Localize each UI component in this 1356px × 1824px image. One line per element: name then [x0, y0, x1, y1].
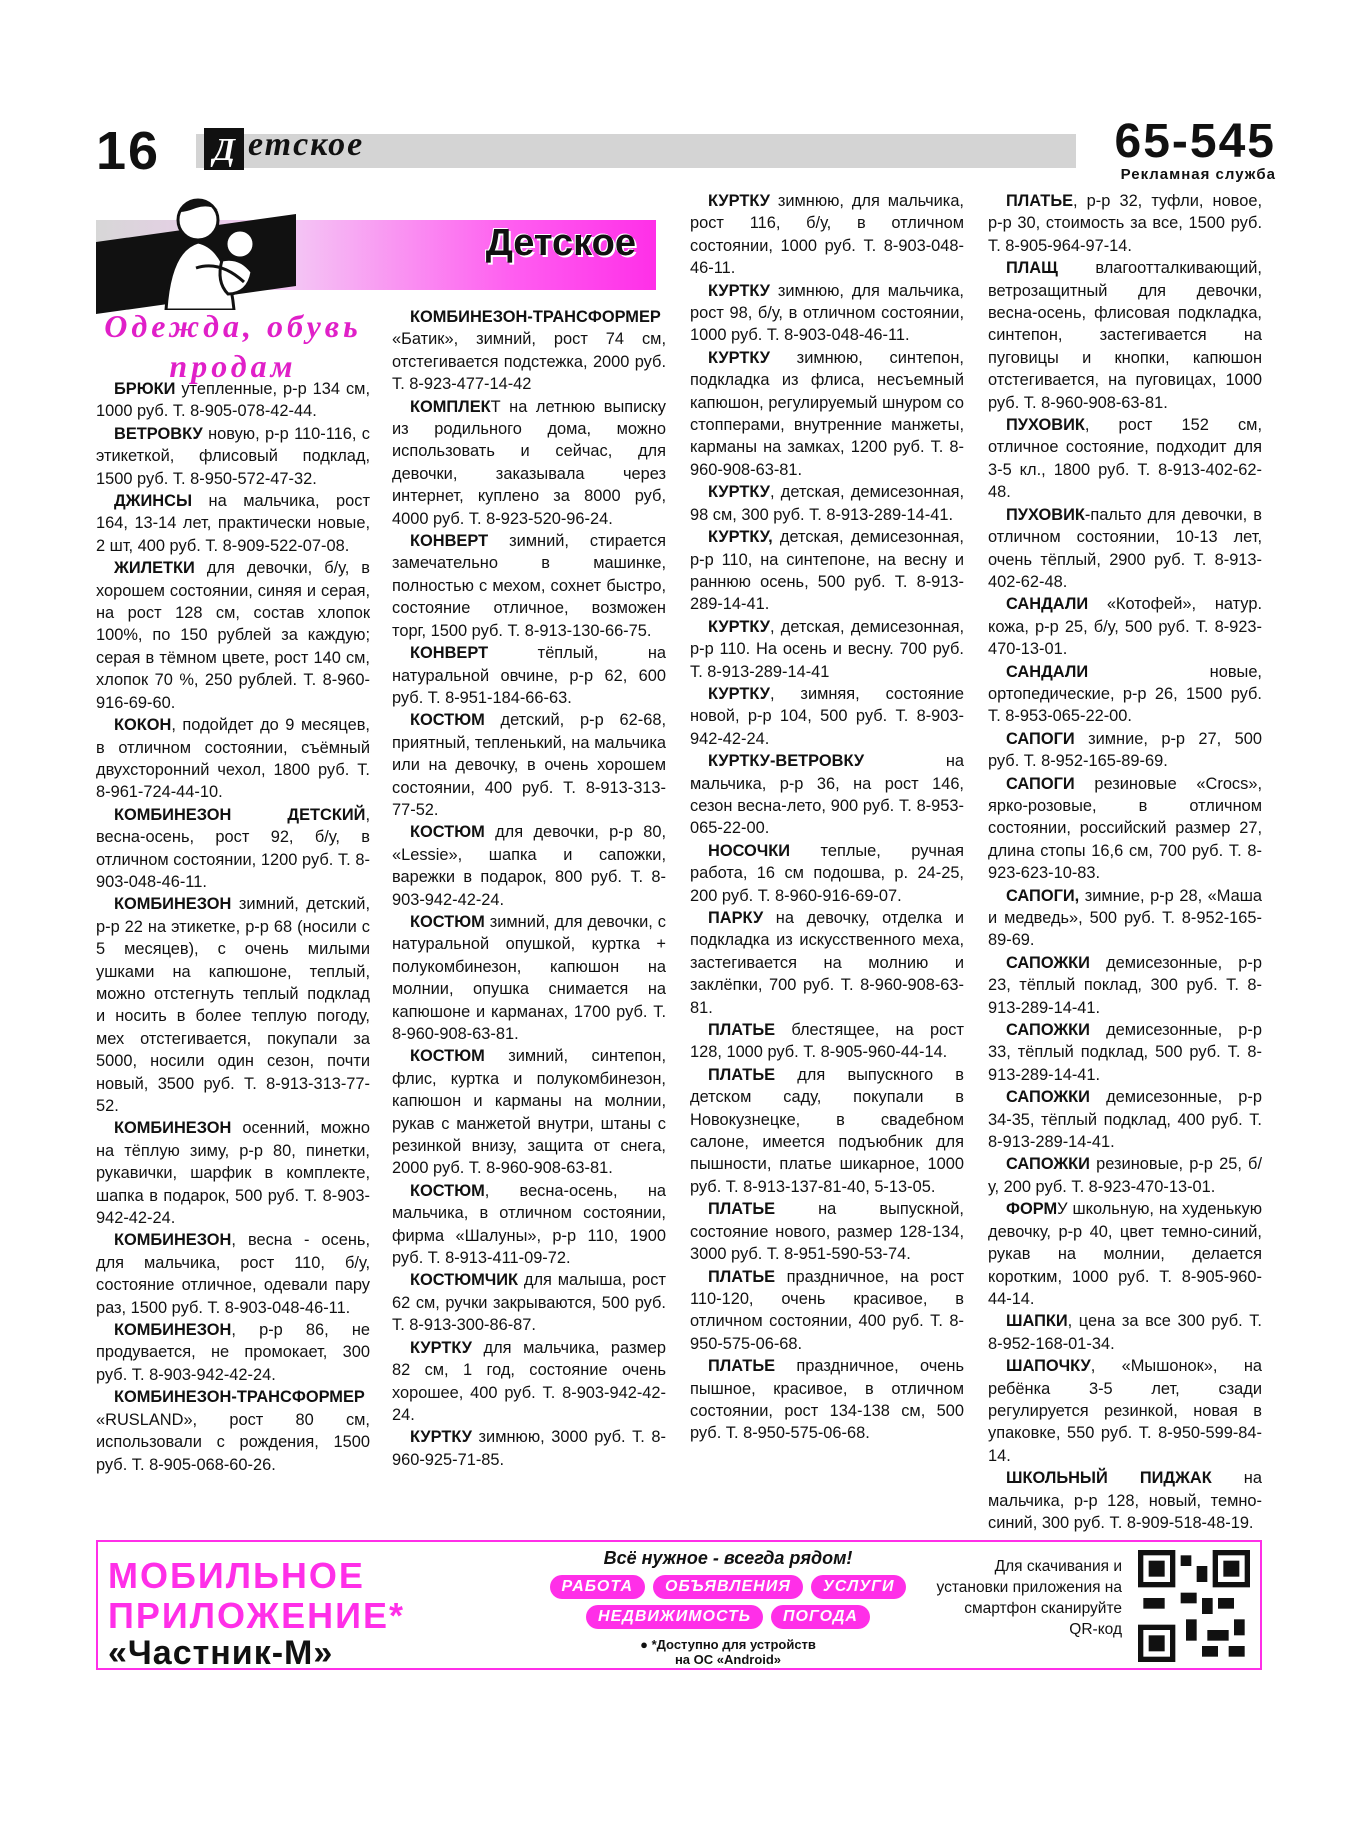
- ad-keyword: КУРТКУ: [410, 1338, 472, 1357]
- classified-ad: [96, 1229, 370, 1319]
- classified-ad: [690, 750, 964, 840]
- pill-work: РАБОТА: [550, 1575, 646, 1599]
- ad-text: , весна-осень, на мальчика, в отличном состоянии, фирма «Шалуны», р-р 110, 1900 руб. Т. 8-913-411-09-72.: [392, 1181, 666, 1268]
- ad-text: , детская, демисезонная, р-р 110. На осень и весну. 700 руб. Т. 8-913-289-14-41: [690, 617, 964, 681]
- classified-ad: [690, 190, 964, 280]
- classified-ad: [392, 306, 666, 396]
- banner-title: [108, 1556, 405, 1636]
- classified-ad: [392, 1426, 666, 1471]
- classified-ad: [988, 593, 1262, 660]
- classified-ad: [988, 414, 1262, 504]
- ad-text: «RUSLAND», рост 80 см, использовали с рождения, 1500 руб. Т. 8-905-068-60-26.: [96, 1410, 370, 1474]
- ad-keyword: ПЛАТЬЕ: [708, 1267, 776, 1286]
- ad-keyword: ПЛАТЬЕ: [708, 1065, 776, 1084]
- ad-text: зимнюю, синтепон, подкладка из флиса, несъемный капюшон, регулируемый шнуром со стопперами, внутренние манжеты, карманы на замках, 1200 руб. Т. 8-960-908-63-81.: [690, 348, 964, 479]
- ad-keyword: КОМБИНЕЗОН: [114, 1119, 232, 1138]
- ad-keyword: КОМПЛЕК: [410, 397, 491, 416]
- ad-text: , р-р 86, не продувается, не промокает, 300 руб. Т. 8-903-942-42-24.: [96, 1321, 370, 1384]
- android-note-line2: на ОС «Android»: [674, 1652, 782, 1667]
- classified-ad: [690, 683, 964, 750]
- ad-keyword: САНДАЛИ: [1006, 662, 1089, 681]
- classified-ad: [690, 481, 964, 526]
- android-icon: ●: [640, 1637, 648, 1652]
- ad-text: новую, р-р 110-116, с этикеткой, флисовый подклад, 1500 руб. Т. 8-950-572-47-32.: [96, 424, 370, 488]
- ad-text: для девочки, б/у, в хорошем состоянии, синяя и серая, на рост 128 см, состав хлопок 100%, по 150 рублей за каждую; серая в тёмном цвете, рост 140 см, хлопок 70 %, 250 рублей. Т. 8-960-916-69-60.: [96, 559, 370, 712]
- ad-text: резиновые «Crocs», ярко-розовые, в отличном состоянии, российский размер 27, длина стопы 16,6 см, 700 руб. Т. 8-923-623-10-83.: [988, 774, 1262, 883]
- ad-text: У школьную, на худенькую девочку, р-р 40, цвет темно-синий, рукав на молнии, делается коротким, 1000 руб. Т. 8-905-960-44-14.: [988, 1200, 1262, 1308]
- classified-ad: [988, 661, 1262, 728]
- classified-ad: [988, 1355, 1262, 1467]
- ad-text: зимние, р-р 28, «Маша и медведь», 500 руб. Т. 8-952-165-89-69.: [988, 886, 1262, 950]
- ad-text: зимний, стирается замечательно в машинке, полностью с мехом, сохнет быстро, состояние отличное, возможен торг, 1500 руб. Т. 8-913-130-66-75.: [392, 532, 666, 640]
- ad-keyword: КУРТКУ: [708, 684, 770, 703]
- ad-keyword: НОСОЧКИ: [708, 841, 791, 860]
- ad-text: , подойдет до 9 месяцев, в отличном состоянии, съёмный двухсторонний чехол, 1800 руб. Т. 8-961-724-44-10.: [96, 716, 370, 802]
- ad-text: , весна - осень, для мальчика, рост 110, б/у, состояние отличное, одевали пару раз, 1500 руб. Т. 8-903-048-46-11.: [96, 1231, 370, 1317]
- ad-text: Т на летнюю выписку из родильного дома, можно использовать и сейчас, для девочки, заказывала через интернет, куплено за 8000 руб, 4000 руб. Т. 8-923-520-96-24.: [392, 397, 666, 528]
- ad-keyword: САПОЖКИ: [1006, 1021, 1090, 1040]
- classified-ad: [96, 714, 370, 804]
- pill-realty: НЕДВИЖИМОСТЬ: [586, 1605, 763, 1629]
- ad-text: детский, р-р 62-68, приятный, тепленький, на мальчика или на девочку, в очень хорошем состоянии, 400 руб. Т. 8-913-313-77-52.: [392, 711, 666, 819]
- classified-ad: [988, 1153, 1262, 1198]
- ad-keyword: КУРТКУ: [708, 281, 770, 300]
- ad-text: , р-р 32, туфли, новое, р-р 30, стоимость за все, 1500 руб. Т. 8-905-964-97-14.: [988, 192, 1262, 255]
- ad-text: , весна-осень, рост 92, б/у, в отличном состоянии, 1200 руб. Т. 8-903-048-46-11.: [96, 805, 370, 891]
- ad-text: тёплый, на натуральной овчине, р-р 62, 600 руб. Т. 8-951-184-66-63.: [392, 644, 666, 707]
- page-number: 16: [96, 121, 161, 181]
- classified-ad: [690, 347, 964, 481]
- ad-text: , рост 152 см, отличное состояние, подходит для 3-5 кл., 1800 руб. Т. 8-913-402-62-48.: [988, 416, 1262, 502]
- phone-block: [1114, 115, 1276, 183]
- classified-ad: [988, 885, 1262, 952]
- ad-keyword: КОМБИНЕЗОН-ТРАНСФОРМЕР: [410, 308, 661, 326]
- ad-text: блестящее, на рост 128, 1000 руб. Т. 8-905-960-44-14.: [690, 1021, 964, 1062]
- classified-ad: [988, 1198, 1262, 1310]
- classified-ad: [392, 1180, 666, 1270]
- classified-ad: [690, 1064, 964, 1198]
- ad-keyword: ПУХОВИК: [1006, 416, 1085, 435]
- ad-keyword: ВЕТРОВКУ: [114, 424, 203, 443]
- column-2: [392, 306, 666, 1471]
- classified-ad: [988, 1310, 1262, 1355]
- app-banner: [96, 1540, 1262, 1670]
- ad-text: зимнюю, для мальчика, рост 98, б/у, в отличном состоянии, 1000 руб. Т. 8-903-048-46-11.: [690, 281, 964, 345]
- hero-title: Детское: [485, 222, 636, 264]
- ad-keyword: ПЛАТЬЕ: [708, 1021, 776, 1040]
- ad-keyword: КОМБИНЕЗОН: [114, 1321, 232, 1340]
- pill-ads: ОБЪЯВЛЕНИЯ: [653, 1575, 803, 1599]
- ad-text: на девочку, отделка и подкладка из искусственного меха, застегивается на молнию и заклёпки, 700 руб. Т. 8-960-908-63-81.: [690, 909, 964, 1017]
- ad-keyword: КОНВЕРТ: [410, 532, 489, 551]
- classified-ad: [690, 1266, 964, 1356]
- ad-keyword: КУРТКУ: [708, 348, 770, 367]
- ad-keyword: ШАПОЧКУ: [1006, 1357, 1091, 1376]
- classified-ad: [988, 504, 1262, 594]
- classified-ad: [988, 1467, 1262, 1534]
- ad-keyword: КОСТЮМ: [410, 912, 485, 931]
- ad-text: влагоотталкивающий, ветрозащитный для девочки, весна-осень, флисовая подкладка, синтепон, застегивается на пуговицы и кнопки, капюшон отстегивается, на пуговицах, 1000 руб. Т. 8-960-908-63-81.: [988, 259, 1262, 412]
- ad-text: теплые, ручная работа, 16 см подошва, р. 24-25, 200 руб. Т. 8-960-916-69-07.: [690, 841, 964, 905]
- classified-ad: [988, 257, 1262, 414]
- qr-caption: Для скачивания и установки приложения на смартфон сканируйте QR-код: [936, 1558, 1122, 1638]
- ad-keyword: КОСТЮМ: [410, 1047, 485, 1066]
- mother-child-icon: [136, 190, 286, 310]
- ad-keyword: КОСТЮМ: [410, 1181, 485, 1200]
- android-note-line1: *Доступно для устройств: [651, 1637, 816, 1652]
- banner-title-line2: ПРИЛОЖЕНИЕ*: [108, 1595, 405, 1636]
- section-initial: Д: [204, 128, 244, 170]
- pill-services: УСЛУГИ: [811, 1575, 907, 1599]
- classified-ad: [690, 280, 964, 347]
- android-note: [478, 1637, 978, 1667]
- ad-keyword: КОМБИНЕЗОН: [114, 895, 232, 914]
- ad-text: , детская, демисезонная, 98 см, 300 руб. Т. 8-913-289-14-41.: [690, 483, 964, 524]
- ad-text: зимние, р-р 27, 500 руб. Т. 8-952-165-89-69.: [988, 729, 1262, 771]
- ad-keyword: КОСТЮМ: [410, 711, 485, 730]
- ad-keyword: КОСТЮМ: [410, 823, 485, 842]
- classified-ad: [690, 1355, 964, 1445]
- ad-keyword: КОМБИНЕЗОН-ТРАНСФОРМЕР: [114, 1388, 365, 1407]
- pill-row-1: [478, 1575, 978, 1599]
- classified-ad: [392, 709, 666, 821]
- ad-text: новые, ортопедические, р-р 26, 1500 руб. Т. 8-953-065-22-00.: [988, 662, 1262, 726]
- ad-keyword: ПЛАЩ: [1006, 259, 1058, 278]
- classified-ad: [392, 1045, 666, 1179]
- classified-ad: [690, 526, 964, 616]
- ad-keyword: КУРТКУ-ВЕТРОВКУ: [708, 752, 865, 771]
- ad-text: детская, демисезонная, р-р 110, на синтепоне, на весну и раннюю осень, 500 руб. Т. 8-913-289-14-41.: [690, 528, 964, 614]
- pill-row-2: [478, 1605, 978, 1629]
- ad-keyword: БРЮКИ: [114, 380, 176, 398]
- classified-ad: [690, 616, 964, 683]
- ad-text: резиновые, р-р 25, б/у, 200 руб. Т. 8-923-470-13-01.: [988, 1155, 1262, 1196]
- ad-keyword: ПЛАТЬЕ: [1006, 192, 1074, 210]
- ad-text: , зимняя, состояние новой, р-р 104, 500 руб. Т. 8-903-942-42-24.: [690, 684, 964, 748]
- ad-text: для выпускного в детском саду, покупали в Новокузнецке, в свадебном салоне, имеется подъюбник для пышности, платье шикарное, 1000 руб. Т. 8-913-137-81-40, 5-13-05.: [690, 1065, 964, 1196]
- ad-text: демисезонные, р-р 34-35, тёплый подклад, 400 руб. Т. 8-913-289-14-41.: [988, 1088, 1262, 1152]
- ad-text: зимний, для девочки, с натуральной опушкой, куртка + полукомбинезон, капюшон на молнии, опушка снимается на капюшоне и карманах, 1700 руб. Т. 8-960-908-63-81.: [392, 912, 666, 1043]
- classified-ad: [392, 1269, 666, 1336]
- ad-keyword: КОМБИНЕЗОН: [114, 1231, 232, 1250]
- ad-text: на выпускной, состояние нового, размер 128-134, 3000 руб. Т. 8-951-590-53-74.: [690, 1200, 964, 1264]
- qr-code-icon[interactable]: [1138, 1550, 1250, 1662]
- ad-keyword: ДЖИНСЫ: [114, 492, 192, 511]
- ad-keyword: КОМБИНЕЗОН ДЕТСКИЙ: [114, 805, 366, 824]
- ad-keyword: КУРТКУ: [708, 617, 770, 636]
- ad-text: «Котофей», натур. кожа, р-р 25, б/у, 500 руб. Т. 8-923-470-13-01.: [988, 595, 1262, 659]
- classified-ad: [96, 557, 370, 714]
- ad-keyword: КОНВЕРТ: [410, 644, 489, 663]
- classified-ad: [392, 1337, 666, 1427]
- classified-ad: [392, 642, 666, 709]
- pill-weather: ПОГОДА: [771, 1605, 870, 1629]
- ad-keyword: ШКОЛЬНЫЙ ПИДЖАК: [1006, 1469, 1212, 1488]
- ad-text: зимнюю, для мальчика, рост 116, б/у, в отличном состоянии, 1000 руб. Т. 8-903-048-46-11.: [690, 192, 964, 278]
- ad-keyword: КУРТКУ: [708, 192, 770, 210]
- classified-ad: [392, 821, 666, 911]
- ad-text: осенний, можно на тёплую зиму, р-р 80, пинетки, рукавички, шарфик в комплекте, шапка в подарок, 500 руб. Т. 8-903-942-42-24.: [96, 1119, 370, 1228]
- classified-ad: [988, 1019, 1262, 1086]
- ad-keyword: ШАПКИ: [1006, 1312, 1068, 1331]
- section-title: етское: [248, 126, 365, 163]
- classified-ad: [690, 907, 964, 1019]
- classified-ad: [988, 1086, 1262, 1153]
- ad-keyword: ПУХОВИК: [1006, 505, 1085, 524]
- ad-text: праздничное, на рост 110-120, очень красивое, в отличном состоянии, 400 руб. Т. 8-950-575-06-68.: [690, 1267, 964, 1353]
- ad-text: демисезонные, р-р 23, тёплый поклад, 300 руб. Т. 8-913-289-14-41.: [988, 953, 1262, 1017]
- ad-text: праздничное, очень пышное, красивое, в отличном состоянии, рост 134-138 см, 500 руб. Т. 8-950-575-06-68.: [690, 1357, 964, 1443]
- ad-text: зимний, синтепон, флис, куртка и полукомбинезон, капюшон и карманы на молнии, рукав с манжетой внутри, штаны с резинкой внизу, защита от снега, 2000 руб. Т. 8-960-908-63-81.: [392, 1047, 666, 1178]
- classified-ad: [96, 378, 370, 423]
- ad-keyword: САПОЖКИ: [1006, 953, 1090, 972]
- ad-text: зимний, детский, р-р 22 на этикетке, р-р 68 (носили с 5 месяцев), с очень милыми ушками на капюшоне, теплый, можно отстегнуть теплый подклад и носить в более теплую погоду, мех отстегивается, покупали за 5000, носили один сезон, почти новый, 3500 руб. Т. 8-913-313-77-52.: [96, 895, 370, 1115]
- ad-keyword: САНДАЛИ: [1006, 595, 1089, 614]
- category-heading: Одежда, обувь продам: [104, 308, 362, 384]
- classified-ad: [988, 728, 1262, 773]
- column-3: [690, 190, 964, 1445]
- ad-text: «Батик», зимний, рост 74 см, отстегивается подстежка, 2000 руб. Т. 8-923-477-14-42: [392, 330, 666, 394]
- classified-ad: [988, 190, 1262, 257]
- phone-number: 65-545: [1114, 115, 1276, 168]
- ad-keyword: ФОРМ: [1006, 1200, 1058, 1219]
- classified-ad: [392, 911, 666, 1045]
- ad-keyword: КОКОН: [114, 716, 172, 735]
- banner-title-line1: МОБИЛЬНОЕ: [108, 1555, 365, 1596]
- classified-ad: [96, 804, 370, 894]
- ad-text: на мальчика, р-р 128, новый, темно-синий, 300 руб. Т. 8-909-518-48-19.: [988, 1469, 1262, 1532]
- ad-keyword: ПЛАТЬЕ: [708, 1200, 776, 1219]
- ad-keyword: ПЛАТЬЕ: [708, 1357, 776, 1376]
- ad-text: зимнюю, 3000 руб. Т. 8-960-925-71-85.: [392, 1428, 666, 1469]
- banner-middle: [478, 1548, 978, 1667]
- ad-keyword: КУРТКУ,: [708, 528, 773, 547]
- ad-text: , цена за все 300 руб. Т. 8-952-168-01-34.: [988, 1312, 1262, 1353]
- ad-text: утепленные, р-р 134 см, 1000 руб. Т. 8-905-078-42-44.: [96, 380, 370, 421]
- ad-text: для малыша, рост 62 см, ручки закрываются, 500 руб. Т. 8-913-300-86-87.: [392, 1271, 666, 1335]
- classified-ad: [392, 530, 666, 642]
- column-1: [96, 378, 370, 1476]
- ad-text: -пальто для девочки, в отличном состоянии, 10-13 лет, очень тёплый, 2900 руб. Т. 8-913-402-62-48.: [988, 505, 1262, 591]
- ad-keyword: САПОГИ: [1006, 774, 1075, 793]
- ad-keyword: КУРТКУ: [708, 483, 770, 502]
- ad-text: , «Мышонок», на ребёнка 3-5 лет, сзади регулируется резинкой, новая в упаковке, 550 руб. Т. 8-950-599-84-14.: [988, 1357, 1262, 1465]
- banner-slogan: Всё нужное - всегда рядом!: [603, 1548, 853, 1568]
- ad-keyword: ЖИЛЕТКИ: [114, 559, 195, 578]
- ad-keyword: САПОГИ: [1006, 729, 1075, 748]
- classified-ad: [690, 1019, 964, 1064]
- classified-ad: [392, 396, 666, 530]
- classified-ad: [988, 773, 1262, 885]
- ad-text: для девочки, р-р 80, «Lessie», шапка и сапожки, варежки в подарок, 800 руб. Т. 8-903-942-42-24.: [392, 823, 666, 909]
- ad-text: для мальчика, размер 82 см, 1 год, состояние очень хорошее, 400 руб. Т. 8-903-942-42-24.: [392, 1338, 666, 1424]
- column-4: [988, 190, 1262, 1534]
- classified-ad: [96, 1319, 370, 1386]
- classified-ad: [96, 1386, 370, 1476]
- phone-caption: Рекламная служба: [1120, 166, 1276, 183]
- classified-ad: [96, 423, 370, 490]
- ad-text: на мальчика, рост 164, 13-14 лет, практически новые, 2 шт, 400 руб. Т. 8-909-522-07-08.: [96, 492, 370, 555]
- classified-ad: [96, 490, 370, 557]
- ad-keyword: ПАРКУ: [708, 909, 764, 927]
- ad-keyword: САПОЖКИ: [1006, 1088, 1090, 1107]
- page-header: [96, 115, 1276, 183]
- section-hero: [96, 190, 656, 310]
- ad-keyword: САПОГИ,: [1006, 886, 1080, 905]
- ad-text: на мальчика, р-р 36, на рост 146, сезон весна-лето, 900 руб. Т. 8-953-065-22-00.: [690, 752, 964, 838]
- classified-ad: [988, 952, 1262, 1019]
- ad-keyword: КОСТЮМЧИК: [410, 1271, 519, 1290]
- ad-keyword: САПОЖКИ: [1006, 1155, 1090, 1174]
- classified-ad: [96, 1117, 370, 1229]
- classified-ad: [690, 840, 964, 907]
- ad-text: демисезонные, р-р 33, тёплый подклад, 500 руб. Т. 8-913-289-14-41.: [988, 1021, 1262, 1084]
- classified-ad: [690, 1198, 964, 1265]
- ad-keyword: КУРТКУ: [410, 1428, 472, 1447]
- banner-app-name: «Частник-М»: [108, 1634, 334, 1672]
- classified-ad: [96, 893, 370, 1117]
